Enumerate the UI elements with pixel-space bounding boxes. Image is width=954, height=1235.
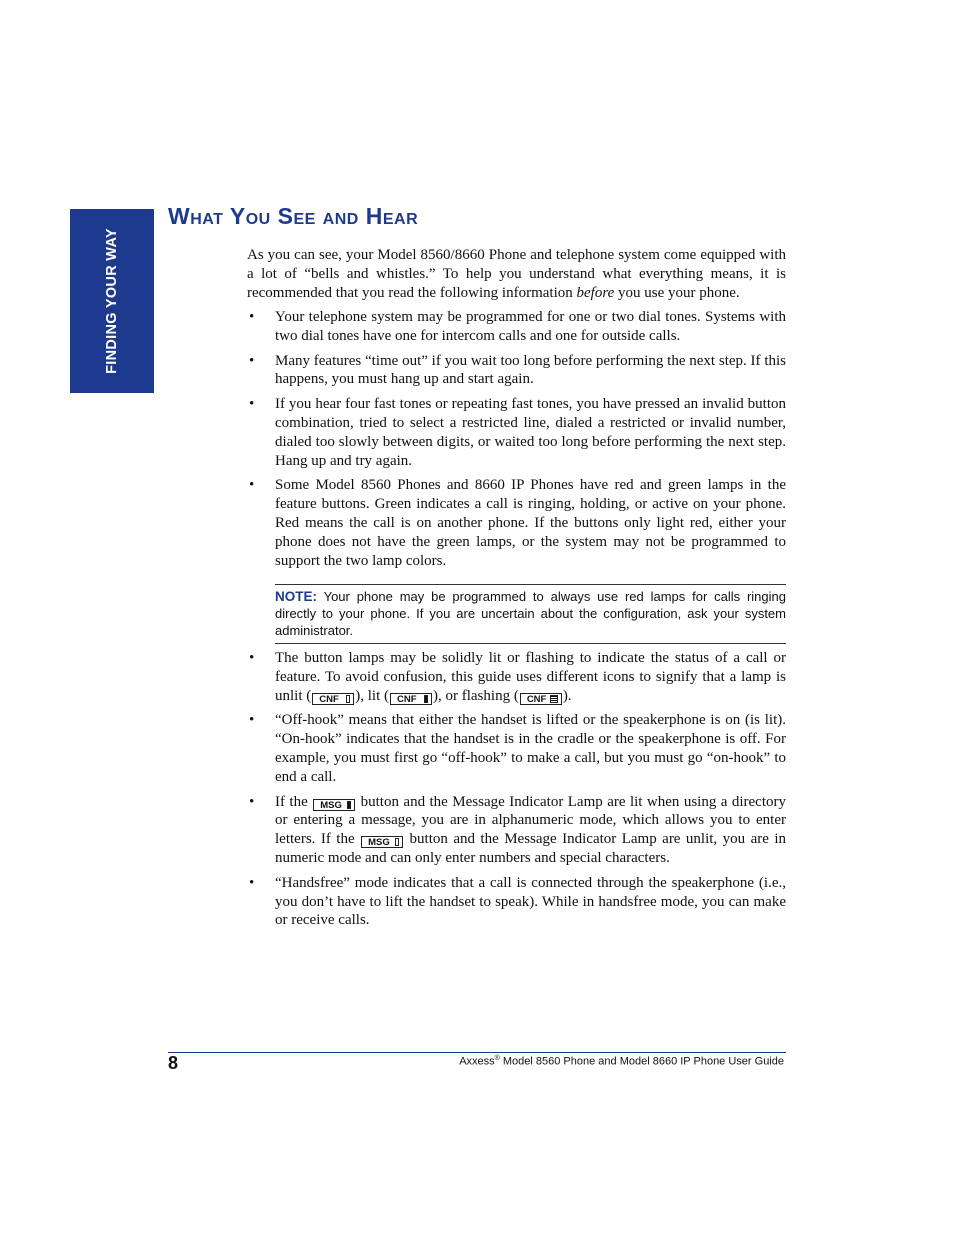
list-item xyxy=(247,874,786,930)
msg-unlit-icon xyxy=(361,836,403,848)
list-item-text: “Handsfree” mode indicates that a call is connected through the speakerphone (i.e., you don’t have to lift the handset to speak). While in handsfree mode, you can make or receive calls. xyxy=(275,874,786,929)
msg-text-1: If the xyxy=(275,793,313,810)
cnf-flashing-icon xyxy=(520,693,562,705)
footer-title-text: Model 8560 Phone and Model 8660 IP Phone User Guide xyxy=(499,1055,784,1068)
lamp-text-1: The button lamps may be solidly lit or flashing to indicate the status of a call or feature. To avoid confusion, this guide uses different icons to signify that a lamp is unlit ( xyxy=(275,650,786,704)
lamp-lit-icon xyxy=(424,695,428,703)
cnf-lit-icon xyxy=(390,693,432,705)
lamp-text-2: ), lit ( xyxy=(355,687,389,704)
note-text: Your phone may be programmed to always use red lamps for calls ringing directly to your phone. If you are uncertain about the configuration, ask your system administrator. xyxy=(275,589,786,638)
bullet-marker: • xyxy=(249,712,255,729)
lamp-lit-icon xyxy=(347,801,351,809)
lamp-text-4: ). xyxy=(562,687,572,704)
list-item xyxy=(247,352,786,390)
bullet-marker: • xyxy=(249,650,255,666)
bullet-marker: • xyxy=(249,793,255,810)
note-label: NOTE: xyxy=(275,589,317,604)
note-box xyxy=(275,584,786,644)
list-item xyxy=(247,476,786,570)
section-side-tab-label: FINDING YOUR WAY xyxy=(104,228,120,374)
msg-label: MSG xyxy=(368,837,390,849)
list-item xyxy=(247,793,786,868)
lamp-unlit-icon xyxy=(346,695,350,703)
footer-brand: Axxess xyxy=(459,1055,495,1068)
list-item-text: “Off-hook” means that either the handset is lifted or the speakerphone is on (is lit). “On-hook” indicates that the handset is in the cradle or the speakerphone is off. For example, you must first go “off-hook” to make a call, but you must go “on-hook” to end a call. xyxy=(275,712,786,785)
list-item xyxy=(247,395,786,470)
cnf-unlit-icon xyxy=(312,693,354,705)
msg-lit-icon xyxy=(313,799,355,811)
cnf-label: CNF xyxy=(526,693,547,705)
bullet-list-secondary xyxy=(247,649,786,936)
bullet-marker: • xyxy=(249,477,255,494)
list-item xyxy=(247,711,786,786)
cnf-label: CNF xyxy=(319,693,339,705)
bullet-marker: • xyxy=(249,396,255,413)
page-heading: What You See and Hear xyxy=(168,203,419,229)
lamp-unlit-icon xyxy=(395,838,399,846)
page-number: 8 xyxy=(168,1053,179,1073)
registered-mark: ® xyxy=(494,1055,500,1062)
bullet-marker: • xyxy=(249,874,255,891)
msg-text-2: button and the Message Indicator Lamp are lit when using a directory or entering a message, you are in alphanumeric mode, which allows you to enter letters. If the xyxy=(275,793,786,848)
footer-guide-title xyxy=(459,1055,784,1068)
intro-paragraph xyxy=(247,246,786,302)
intro-emphasis: before xyxy=(576,284,615,301)
list-item-text: Some Model 8560 Phones and 8660 IP Phones have red and green lamps in the feature buttons. Green indicates a call is ringing, holding, or active on your phone. Red means the call is on another phone. If the buttons only light red, either your phone does not have the green lamps, or the system may not be programmed to support the two lamp colors. xyxy=(275,477,786,569)
footer-divider xyxy=(168,1052,786,1053)
lamp-flashing-icon xyxy=(550,695,558,703)
intro-text-start: As you can see, your Model 8560/8660 Phone and telephone system come equipped with a lot of “bells and whistles.” To help you understand what everything means, it is recommended that you read the following information xyxy=(247,247,786,301)
bullet-marker: • xyxy=(249,352,255,369)
msg-text-3: button and the Message Indicator Lamp are unlit, you are in numeric mode and can only enter numbers and special characters. xyxy=(275,831,786,866)
intro-text-end: you use your phone. xyxy=(614,284,740,301)
list-item xyxy=(247,649,786,705)
list-item-text: If you hear four fast tones or repeating fast tones, you have pressed an invalid button combination, tried to select a restricted line, dialed a restricted or invalid number, dialed too slowly between digits, or waited too long before performing the next step. Hang up and try again. xyxy=(275,396,786,469)
lamp-text-3: ), or flashing ( xyxy=(433,687,519,704)
section-side-tab xyxy=(70,209,154,393)
bullet-list-primary xyxy=(247,308,786,576)
msg-label: MSG xyxy=(320,799,342,811)
list-item-text: Many features “time out” if you wait too long before performing the next step. If this happens, you must hang up and start again. xyxy=(275,352,786,388)
cnf-label: CNF xyxy=(397,693,417,705)
list-item-text: Your telephone system may be programmed for one or two dial tones. Systems with two dial tones have one for intercom calls and one for outside calls. xyxy=(275,309,786,344)
bullet-marker: • xyxy=(249,309,255,325)
list-item xyxy=(247,308,786,346)
